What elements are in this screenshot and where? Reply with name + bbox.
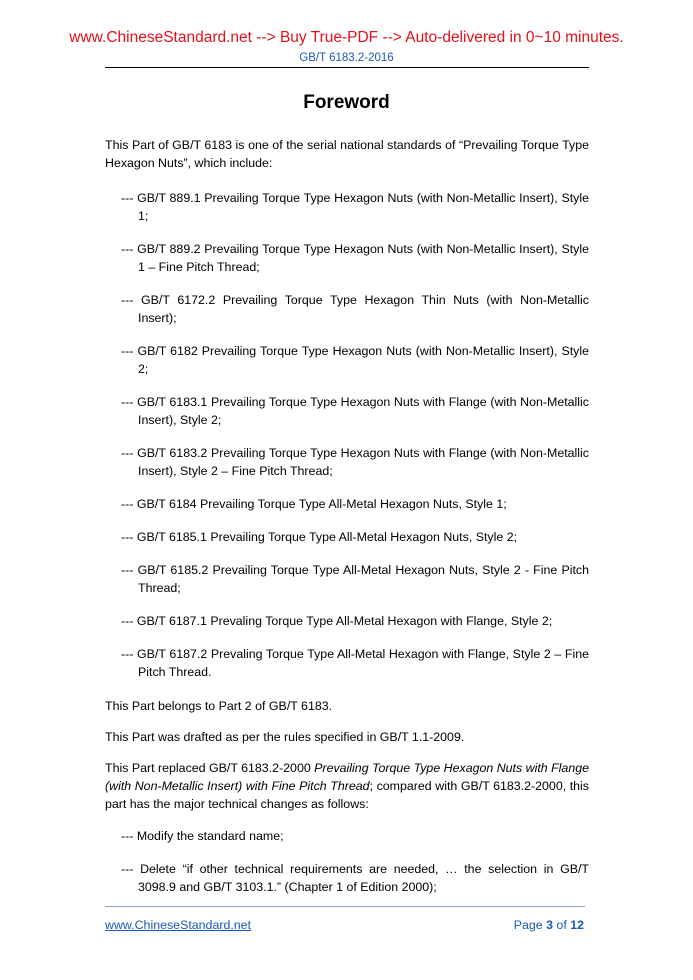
list-item-text: GB/T 6183.1 Prevailing Torque Type Hexagon Nuts with Flange (with Non-Metallic Insert), Style 2; xyxy=(137,395,589,427)
list-item xyxy=(105,860,589,896)
page-prefix: Page xyxy=(513,918,547,932)
rules-paragraph: This Part was drafted as per the rules specified in GB/T 1.1-2009. xyxy=(105,730,465,744)
list-dash: --- xyxy=(121,344,134,358)
standards-list xyxy=(105,189,589,681)
list-item xyxy=(105,189,589,225)
replaced-standard-title: Prevailing Torque Type Hexagon Nuts with Flange (with Non-Metallic Insert) with Fine Pitch Thread xyxy=(105,761,589,793)
list-item xyxy=(105,827,589,845)
list-item-text: GB/T 6185.1 Prevailing Torque Type All-Metal Hexagon Nuts, Style 2; xyxy=(136,530,518,544)
page-title: Foreword xyxy=(303,92,390,113)
list-item xyxy=(105,240,589,276)
list-dash: --- xyxy=(121,647,134,661)
list-item xyxy=(105,495,589,513)
document-body xyxy=(105,136,589,911)
list-item xyxy=(105,393,589,429)
replaced-paragraph xyxy=(105,759,589,813)
list-dash: --- xyxy=(121,530,134,544)
list-item-text: GB/T 6187.1 Prevaling Torque Type All-Metal Hexagon with Flange, Style 2; xyxy=(136,614,553,628)
list-item xyxy=(105,291,589,327)
standard-code-header: GB/T 6183.2-2016 xyxy=(299,52,394,64)
list-dash: --- xyxy=(121,497,134,511)
intro-paragraph: This Part of GB/T 6183 is one of the serial national standards of “Prevailing Torque Type Hexagon Nuts”, which include: xyxy=(105,138,589,170)
download-banner[interactable]: www.ChineseStandard.net --> Buy True-PDF --> Auto-delivered in 0~10 minutes. xyxy=(69,29,624,46)
page-of: of xyxy=(552,918,571,932)
list-item-text: GB/T 6187.2 Prevaling Torque Type All-Metal Hexagon with Flange, Style 2 – Fine Pitch Thread. xyxy=(137,647,589,679)
list-dash: --- xyxy=(121,862,134,876)
list-dash: --- xyxy=(121,614,134,628)
list-dash: --- xyxy=(121,191,134,205)
page-indicator xyxy=(514,917,584,933)
list-dash: --- xyxy=(121,242,134,256)
list-dash: --- xyxy=(121,395,134,409)
list-item xyxy=(105,342,589,378)
list-dash: --- xyxy=(121,829,134,843)
part-paragraph: This Part belongs to Part 2 of GB/T 6183. xyxy=(105,699,333,713)
list-item-text: Delete “if other technical requirements are needed, … the selection in GB/T 3098.9 and GB/T 3103.1.” (Chapter 1 of Edition 2000); xyxy=(138,862,589,894)
list-item xyxy=(105,561,589,597)
list-item xyxy=(105,528,589,546)
list-item-text: Modify the standard name; xyxy=(136,829,284,843)
footer-site-link[interactable]: www.ChineseStandard.net xyxy=(105,918,252,932)
replaced-text-before: This Part replaced GB/T 6183.2-2000 xyxy=(105,761,315,775)
replaced-text-after: ; compared with GB/T 6183.2-2000, this part has the major technical changes as follows: xyxy=(105,779,590,811)
list-dash: --- xyxy=(121,293,134,307)
list-item-text: GB/T 889.2 Prevailing Torque Type Hexagon Nuts (with Non-Metallic Insert), Style 1 – Fine Pitch Thread; xyxy=(137,242,589,274)
header-divider xyxy=(105,67,589,68)
changes-list xyxy=(105,827,589,896)
list-dash: --- xyxy=(121,446,134,460)
list-item xyxy=(105,645,589,681)
list-item xyxy=(105,612,589,630)
page-total: 12 xyxy=(570,918,584,932)
list-item-text: GB/T 6185.2 Prevailing Torque Type All-Metal Hexagon Nuts, Style 2 - Fine Pitch Thread; xyxy=(137,563,589,595)
list-dash: --- xyxy=(121,563,134,577)
list-item-text: GB/T 6182 Prevailing Torque Type Hexagon Nuts (with Non-Metallic Insert), Style 2; xyxy=(137,344,589,376)
footer-divider xyxy=(105,906,585,907)
list-item-text: GB/T 6172.2 Prevailing Torque Type Hexagon Thin Nuts (with Non-Metallic Insert); xyxy=(138,293,589,325)
page-current: 3 xyxy=(546,918,553,932)
list-item xyxy=(105,444,589,480)
list-item-text: GB/T 889.1 Prevailing Torque Type Hexagon Nuts (with Non-Metallic Insert), Style 1; xyxy=(137,191,589,223)
list-item-text: GB/T 6183.2 Prevailing Torque Type Hexagon Nuts with Flange (with Non-Metallic Insert), Style 2 – Fine Pitch Thread; xyxy=(137,446,589,478)
list-item-text: GB/T 6184 Prevailing Torque Type All-Metal Hexagon Nuts, Style 1; xyxy=(136,497,507,511)
